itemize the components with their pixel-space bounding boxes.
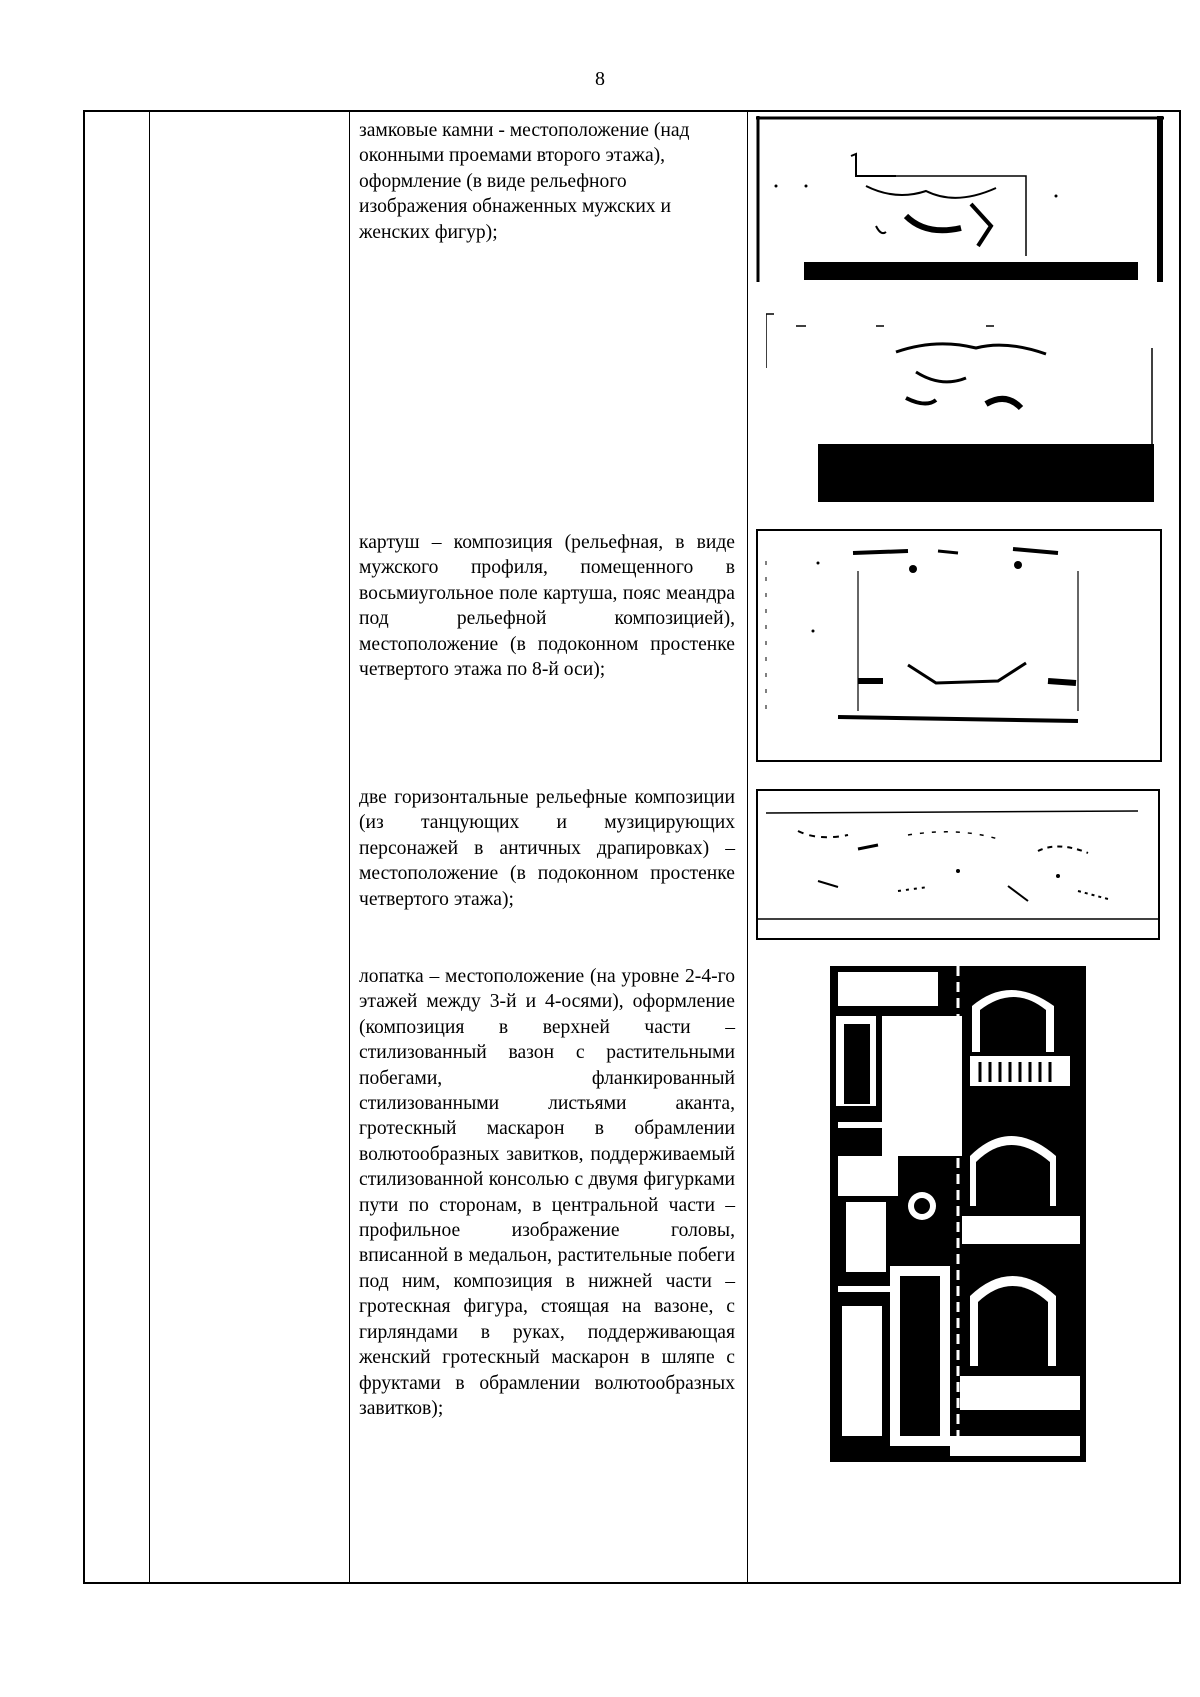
- entry-text-keystones: замковые камни - местоположение (над оконными проемами второго этажа), оформление (в виде рельефного изображения обнаженных мужских и женских фигур);: [359, 120, 690, 243]
- photo-keystone-1: [756, 116, 1164, 282]
- page-number: 8: [595, 68, 605, 90]
- column-divider-2: [349, 112, 350, 1582]
- entry-text-relief-compositions: две горизонтальные рельефные композиции (из танцующих и музицирующих персонажей в античных драпировках) – местоположение (в подоконном простенке четвертого этажа);: [359, 787, 735, 910]
- column-divider-1: [149, 112, 150, 1582]
- photo-relief-frieze: [756, 789, 1160, 940]
- photo-pilaster-facade: [830, 966, 1086, 1462]
- entry-text-pilaster: лопатка – местоположение (на уровне 2-4-го этажей между 3-й и 4-осями), оформление (композиция в верхней части – стилизованный вазон с растительными побегами, фланкированный стилизованными листьями аканта, гротескный маскарон в обрамлении волютообразных завитков, поддерживаемый стилизованной консолью с двумя фигурками пути по сторонам, в центральной части – профильное изображение головы, вписанной в медальон, растительные побеги под ним, композиция в нижней части – гротескная фигура, стоящая на вазоне, с гирляндами в руках, поддерживающая женский гротескный маскарон в шляпе с фруктами в обрамлении волютообразных завитков);: [359, 966, 735, 1419]
- photo-keystone-2: [766, 308, 1156, 504]
- photo-cartouche: [756, 529, 1162, 762]
- entry-text-cartouche: картуш – композиция (рельефная, в виде мужского профиля, помещенного в восьмиугольное поле картуша, пояс меандра под рельефной композицией), местоположение (в подоконном простенке четвертого этажа по 8-й оси);: [359, 532, 735, 681]
- column-divider-3: [747, 112, 748, 1582]
